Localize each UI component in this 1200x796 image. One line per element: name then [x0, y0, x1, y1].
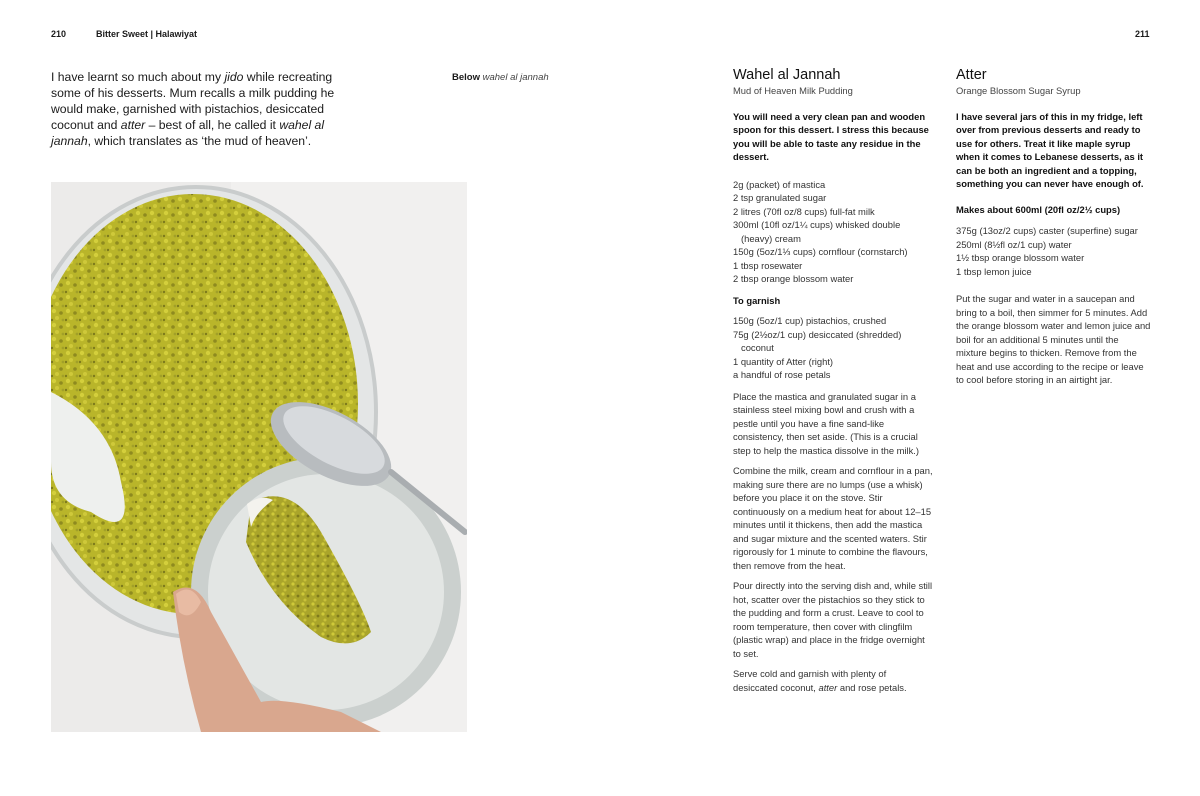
- ingredient-item: 2 litres (70fl oz/8 cups) full-fat milk: [733, 205, 875, 217]
- ingredient-item: 150g (5oz/1⅓ cups) cornflour (cornstarch): [733, 246, 908, 257]
- ingredient-item: 1 tbsp lemon juice: [956, 265, 1032, 277]
- garnish-item: a handful of rose petals: [733, 369, 831, 380]
- intro-italic: jido: [224, 70, 244, 84]
- intro-text: – best of all, he called it: [145, 118, 280, 132]
- ingredient-item: 2 tbsp orange blossom water: [733, 273, 854, 284]
- intro-text: while recreating some of his desserts. Mum recalls a milk pudding he would make, garnished with pistachios, desiccated coconut and: [51, 70, 335, 132]
- serve-italic: atter: [818, 681, 838, 693]
- method-steps: [733, 390, 933, 661]
- garnish-heading: To garnish: [733, 294, 781, 306]
- intro-italic: atter: [120, 118, 146, 132]
- yield: Makes about 600ml (20fl oz/2½ cups): [956, 203, 1121, 215]
- caption-text: wahel al jannah: [482, 72, 549, 83]
- method-step: Pour directly into the serving dish and, while still hot, scatter over the pistachios so they stick to the pudding and form a crust. Leave to cool to room temperature, then cover with clingfilm (plastic wrap) and place in the fridge overnight to set.: [733, 580, 933, 659]
- garnish-item: 150g (5oz/1 cup) pistachios, crushed: [733, 315, 887, 326]
- intro-paragraph: [51, 69, 361, 149]
- left-page-number: 210: [51, 29, 67, 39]
- serve-text: and rose petals.: [837, 681, 907, 693]
- ingredient-item: 2g (packet) of mastica: [733, 178, 826, 190]
- ingredient-item: 1½ tbsp orange blossom water: [956, 252, 1085, 263]
- ingredient-item: 2 tsp granulated sugar: [733, 192, 827, 203]
- recipe-intro: You will need a very clean pan and wooden spoon for this dessert. I stress this because you will be able to taste any residue in the dessert.: [733, 110, 929, 162]
- method-step: Place the mastica and granulated sugar in a stainless steel mixing bowl and crush with a pestle until you have a fine sand-like consistency, then set aside. (This is a crucial step to help the mastica dissolve in the milk.): [733, 390, 920, 456]
- recipe-title: Wahel al Jannah: [733, 67, 841, 83]
- ingredient-item: 375g (13oz/2 cups) caster (superfine) sugar: [956, 225, 1138, 236]
- recipe-wahel-al-jannah: [733, 67, 933, 701]
- running-head: Bitter Sweet | Halawiyat: [96, 29, 198, 39]
- method-step: Put the sugar and water in a saucepan and bring to a boil, then simmer for 5 minutes. Add the orange blossom water and lemon juice and boil for an additional 5 minutes until the mixture begins to thicken. Remove from the heat and use according to the recipe or leave to cool before storing in an airtight jar.: [956, 293, 1151, 385]
- recipe-intro: I have several jars of this in my fridge, left over from previous desserts and ready to use for others. Treat it like maple syrup when it comes to Lebanese desserts, as it can be both an ingredient and a topping, something you can never have enough of.: [956, 110, 1144, 189]
- intro-text: , which translates as ‘the mud of heaven’.: [87, 134, 312, 148]
- caption-label: Below: [452, 72, 480, 83]
- recipe-subtitle: Mud of Heaven Milk Pudding: [733, 85, 853, 96]
- ingredient-list: [956, 224, 1151, 278]
- photo-caption: [452, 72, 549, 83]
- ingredient-item: 250ml (8½fl oz/1 cup) water: [956, 238, 1072, 250]
- ingredient-item: 300ml (10fl oz/1¼ cups) whisked double (heavy) cream: [733, 219, 901, 244]
- ingredient-item: 1 tbsp rosewater: [733, 259, 803, 271]
- recipe-atter: [956, 67, 1151, 394]
- pistachio-pudding-illustration: [51, 182, 467, 732]
- dessert-photo: [51, 182, 467, 732]
- serve-text: Serve cold and garnish with plenty of desiccated coconut,: [733, 668, 887, 693]
- garnish-list: [733, 314, 933, 382]
- garnish-item: 1 quantity of Atter (right): [733, 355, 834, 367]
- method-step: Combine the milk, cream and cornflour in a pan, making sure there are no lumps (use a whisk) before you place it on the stove. Stir continuously on a medium heat for about 12–15 minutes until it thickens, then add the mastica and sugar mixture and the scented waters. Stir rigorously for 1 minute to combine the flavours, then remove from the heat.: [733, 465, 933, 571]
- intro-text: I have learnt so much about my: [51, 70, 225, 84]
- ingredient-list: [733, 178, 933, 286]
- serving-note: [733, 667, 933, 694]
- garnish-item: 75g (2½oz/1 cup) desiccated (shredded) coconut: [733, 328, 902, 353]
- method-steps: [956, 292, 1151, 387]
- recipe-subtitle: Orange Blossom Sugar Syrup: [956, 85, 1081, 96]
- recipe-title: Atter: [956, 67, 987, 83]
- right-page-number: 211: [1135, 29, 1150, 39]
- intro-italic: wahel al jannah: [51, 118, 325, 148]
